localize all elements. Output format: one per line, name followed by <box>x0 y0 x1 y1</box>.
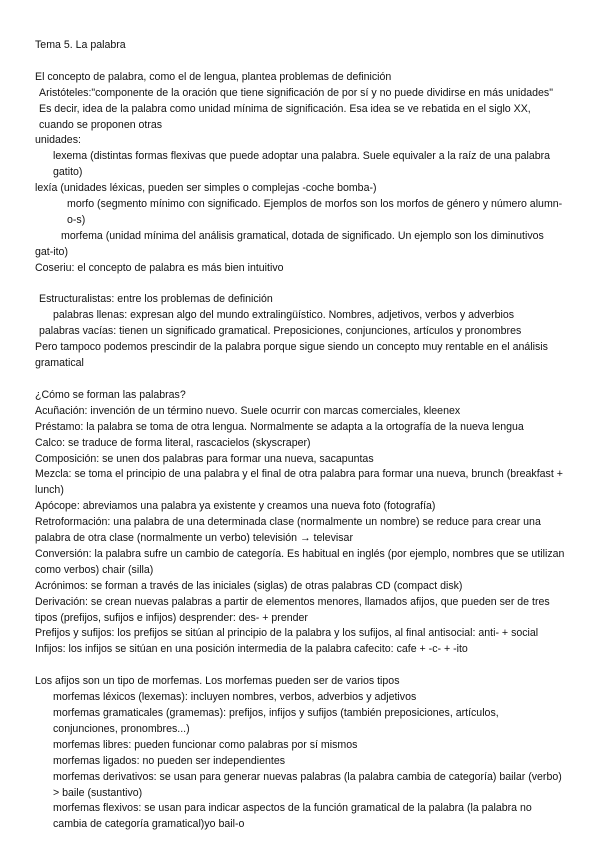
item-derivacion: Derivación: se crean nuevas palabras a partir de elementos menores, llamados afijos, que pueden ser de tres tipos (prefijos, sufijos e infijos) desprender: des- + prender <box>35 595 550 624</box>
spacer <box>35 658 565 674</box>
item-acunacion: Acuñación: invención de un término nuevo. Suele ocurrir con marcas comerciales, kleenex <box>35 404 461 417</box>
document-title: Tema 5. La palabra <box>35 39 126 51</box>
item-lexema: lexema (distintas formas flexivas que puede adoptar una palabra. Suele equivaler a la raíz de una palabra gatito) <box>53 150 551 179</box>
section-heading-formation: ¿Cómo se forman las palabras? <box>35 388 186 401</box>
item-morfemas-derivativos: morfemas derivativos: se usan para generar nuevas palabras (la palabra cambia de categoría) bailar (verbo) > baile (sustantivo) <box>53 770 562 799</box>
item-lexia: lexía (unidades léxicas, pueden ser simples o complejas -coche bomba-) <box>35 182 377 195</box>
item-morfo: morfo (segmento mínimo con significado. Ejemplos de morfos son los morfos de género y número alumn-o-s) <box>67 198 563 226</box>
item-morfemas-lexicos: morfemas léxicos (lexemas): incluyen nombres, verbos, adverbios y adjetivos <box>53 691 417 704</box>
paragraph-units: unidades: <box>35 134 81 147</box>
paragraph-estructuralistas: Estructuralistas: entre los problemas de definición <box>39 293 273 306</box>
paragraph-aristoteles: Aristóteles:"componente de la oración que tiene significación de por sí y no puede dividirse en más unidades" Es decir, idea de la palabra como unidad mínima de significación. Esa idea se ve rebatida en el siglo XX, cuando se proponen otras <box>39 86 553 131</box>
item-morfema: morfema (unidad mínima del análisis gramatical, dotada de significado. Un ejemplo son los diminutivos <box>61 229 544 242</box>
item-palabras-vacias: palabras vacías: tienen un significado gramatical. Preposiciones, conjunciones, artículos y pronombres <box>39 325 522 338</box>
item-infijos: Infijos: los infijos se sitúan en una posición intermedia de la palabra cafecito: cafe + -c- + -ito <box>35 643 468 656</box>
paragraph-coseriu: Coseriu: el concepto de palabra es más bien intuitivo <box>35 261 284 274</box>
spacer <box>35 54 565 70</box>
item-prefijos-sufijos: Prefijos y sufijos: los prefijos se sitúan al principio de la palabra y los sufijos, al final antisocial: anti- + social <box>35 627 539 640</box>
item-morfemas-ligados: morfemas ligados: no pueden ser independientes <box>53 754 286 767</box>
paragraph-intro: El concepto de palabra, como el de lengua, plantea problemas de definición <box>35 70 392 83</box>
item-conversion: Conversión: la palabra sufre un cambio de categoría. Es habitual en inglés (por ejemplo, nombres que se utilizan como verbos) chair (silla) <box>35 547 565 576</box>
item-palabras-llenas: palabras llenas: expresan algo del mundo extralingüístico. Nombres, adjetivos, verbos y adverbios <box>53 309 515 322</box>
item-calco: Calco: se traduce de forma literal, rascacielos (skyscraper) <box>35 436 311 449</box>
item-mezcla: Mezcla: se toma el principio de una palabra y el final de otra palabra para formar una nueva, brunch (breakfast + lunch) <box>35 468 563 497</box>
paragraph-afijos: Los afijos son un tipo de morfemas. Los morfemas pueden ser de varios tipos <box>35 675 400 688</box>
item-morfemas-libres: morfemas libres: pueden funcionar como palabras por sí mismos <box>53 738 358 751</box>
item-composicion: Composición: se unen dos palabras para formar una nueva, sacapuntas <box>35 452 374 465</box>
paragraph-rentable: Pero tampoco podemos prescindir de la palabra porque sigue siendo un concepto muy rentable en el análisis gramatical <box>35 341 548 370</box>
item-acronimos: Acrónimos: se forman a través de las iniciales (siglas) de otras palabras CD (compact disk) <box>35 579 463 592</box>
item-morfema-example: gat-ito) <box>35 245 68 258</box>
spacer <box>35 277 565 293</box>
item-morfemas-flexivos: morfemas flexivos: se usan para indicar aspectos de la función gramatical de la palabra (la palabra no cambia de categoría gramatical)yo bail-o <box>53 802 532 831</box>
spacer <box>35 372 565 388</box>
item-prestamo: Préstamo: la palabra se toma de otra lengua. Normalmente se adapta a la ortografía de la nueva lengua <box>35 420 524 433</box>
item-retroformacion: Retroformación: una palabra de una determinada clase (normalmente un nombre) se reduce para crear una palabra de otra clase (normalmente un verbo) televisión → televisar <box>35 516 541 545</box>
item-morfemas-gramaticales: morfemas gramaticales (gramemas): prefijos, infijos y sufijos (también preposiciones, artículos, conjunciones, pronombres...) <box>53 707 499 735</box>
item-apocope: Apócope: abreviamos una palabra ya existente y creamos una nueva foto (fotografía) <box>35 500 436 513</box>
document-page <box>35 38 565 833</box>
